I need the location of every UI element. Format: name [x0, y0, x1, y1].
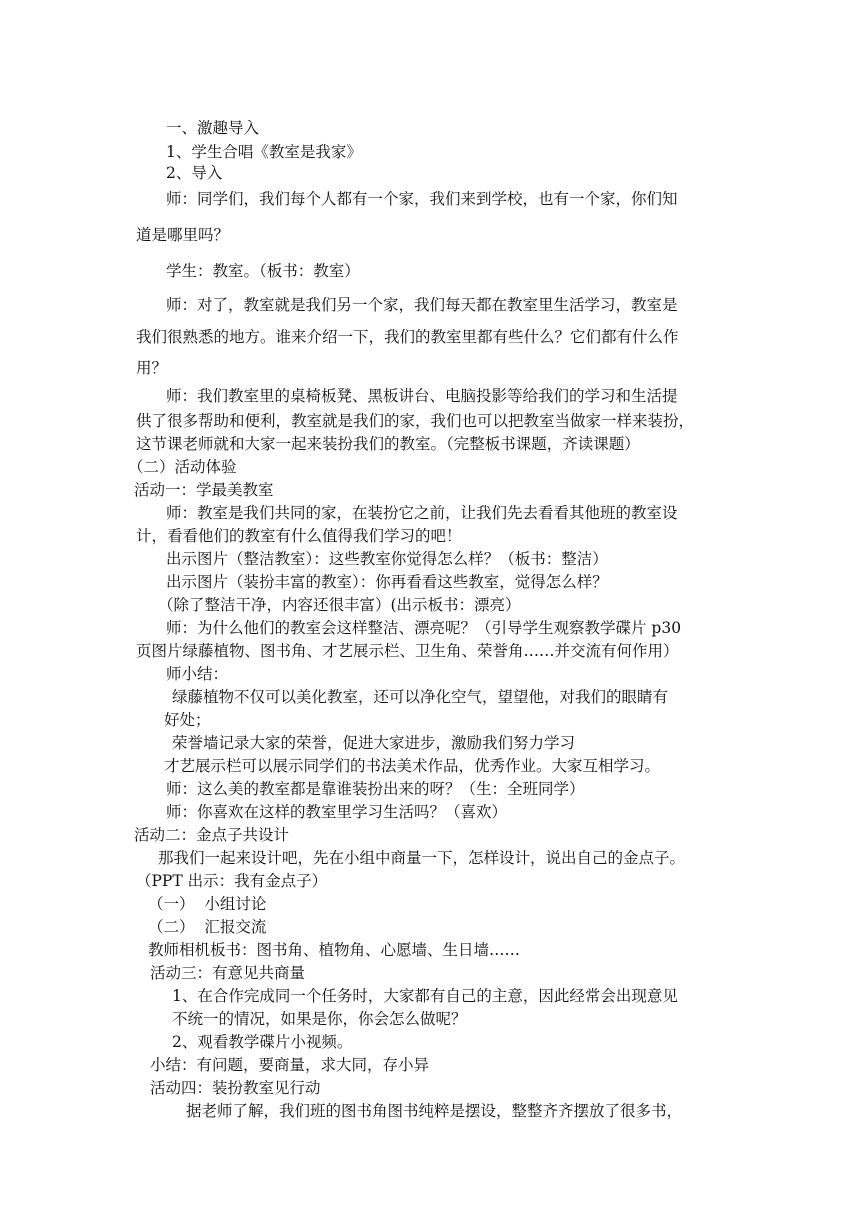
- heading-activity-one: 活动一：学最美教室: [134, 481, 274, 499]
- text-line: 那我们一起来设计吧，先在小组中商量一下，怎样设计，说出自己的金点子。: [158, 849, 686, 867]
- text-line: 出示图片（整洁教室）：这些教室你觉得怎么样？（板书：整洁）: [166, 550, 608, 568]
- text-line: 供了很多帮助和便利，教室就是我们的家，我们也可以把教室当做家一样来装扮，: [136, 412, 695, 430]
- heading-activity-three: 活动三：有意见共商量: [150, 964, 306, 982]
- text-line: 1、在合作完成同一个任务时，大家都有自己的主意，因此经常会出现意见: [172, 987, 678, 1005]
- heading-activity-experience: （二）活动体验: [128, 458, 237, 476]
- text-line: 出示图片（装扮丰富的教室）：你再看看这些教室，觉得怎么样？: [166, 573, 608, 591]
- text-line: 学生：教室。（板书：教室）: [166, 262, 360, 280]
- text-line: 师小结：: [166, 665, 229, 683]
- heading-warmup: 一、激趣导入: [166, 119, 260, 137]
- text-line: （除了整洁干净，内容还很丰富）(出示板书：漂亮）: [158, 596, 521, 614]
- text-line: 计，看看他们的教室有什么值得我们学习的吧！: [136, 527, 462, 545]
- text-line: 师：这么美的教室都是靠谁装扮出来的呀？（生：全班同学）: [166, 780, 585, 798]
- text-line: 我们很熟悉的地方。谁来介绍一下，我们的教室里都有些什么？它们都有什么作: [136, 328, 679, 346]
- text-line: 才艺展示栏可以展示同学们的书法美术作品，优秀作业。大家互相学习。: [164, 757, 661, 775]
- text-line: （PPT 出示：我有金点子）: [136, 872, 328, 890]
- heading-activity-four: 活动四：装扮教室见行动: [150, 1079, 321, 1097]
- text-line: 不统一的情况，如果是你，你会怎么做呢？: [172, 1010, 467, 1028]
- text-line: （一） 小组讨论: [148, 895, 267, 913]
- text-line: 据老师了解，我们班的图书角图书纯粹是摆设，整整齐齐摆放了很多书，: [186, 1102, 683, 1120]
- text-line: 教师相机板书：图书角、植物角、心愿墙、生日墙……: [148, 941, 521, 959]
- text-line: 师：对了，教室就是我们另一个家，我们每天都在教室里生活学习，教室是: [166, 296, 678, 314]
- text-line: 用？: [136, 359, 168, 377]
- text-line: 这节课老师就和大家一起来装扮我们的教室。（完整板书课题，齐读课题）: [136, 435, 640, 453]
- text-line: 绿藤植物不仅可以美化教室，还可以净化空气，望望他，对我们的眼睛有: [172, 688, 669, 706]
- text-line: 道是哪里吗？: [136, 226, 230, 244]
- heading-activity-two: 活动二：金点子共设计: [134, 826, 290, 844]
- text-line: 师：我们教室里的桌椅板凳、黑板讲台、电脑投影等给我们的学习和生活提: [166, 387, 678, 405]
- text-line: 荣誉墙记录大家的荣誉，促进大家进步，激励我们努力学习: [172, 734, 576, 752]
- text-line: 2、导入: [166, 164, 223, 182]
- text-line: 页图片绿藤植物、图书角、才艺展示栏、卫生角、荣誉角……并交流有何作用）: [136, 642, 679, 660]
- text-line: 师：为什么他们的教室会这样整洁、漂亮呢？（引导学生观察教学碟片 p30: [166, 619, 682, 637]
- text-line: 师：你喜欢在这样的教室里学习生活吗？（喜欢）: [166, 803, 508, 821]
- text-line: 小结：有问题，要商量，求大同，存小异: [150, 1056, 430, 1074]
- text-line: 师：教室是我们共同的家，在装扮它之前，让我们先去看看其他班的教室设: [166, 504, 678, 522]
- text-line: （二） 汇报交流: [148, 918, 267, 936]
- text-line: 1、学生合唱《教室是我家》: [166, 143, 362, 161]
- text-line: 2、观看教学碟片小视频。: [172, 1033, 353, 1051]
- text-line: 师：同学们，我们每个人都有一个家，我们来到学校，也有一个家，你们知: [166, 190, 678, 208]
- text-line: 好处；: [164, 711, 211, 729]
